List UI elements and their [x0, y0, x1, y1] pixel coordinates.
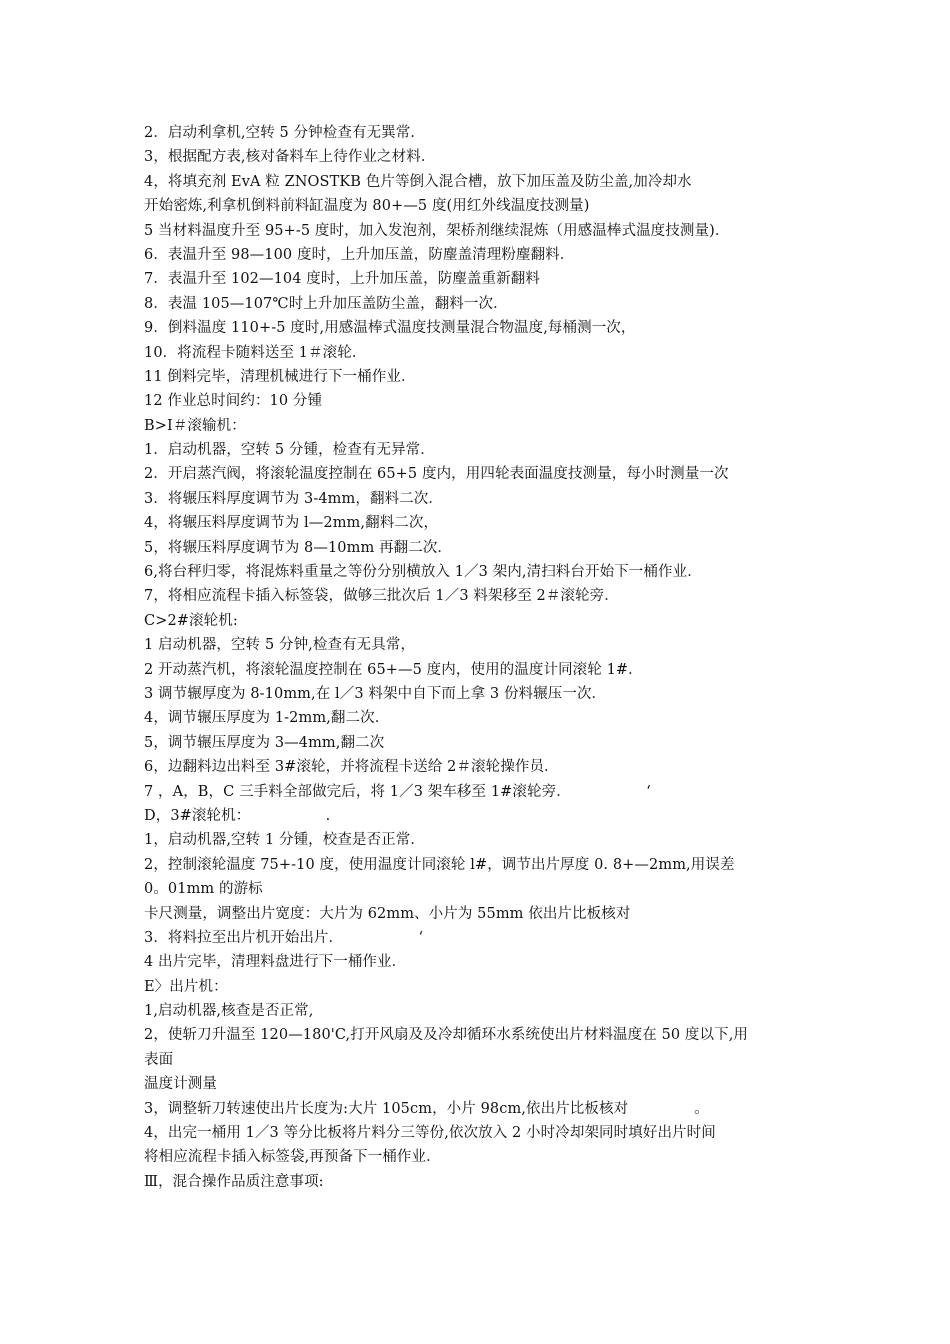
- section-heading: E〉出片机：: [144, 978, 228, 995]
- text-line: 3，调整斩刀转速使出片长度为:大片 105cm，小片 98cm,依出片比板核对 。: [144, 1100, 709, 1117]
- text-line: 8．表温 105—107℃时上升加压盖防尘盖，翻料一次．: [144, 295, 508, 312]
- text-line: 4，将辗压料厚度调节为 l—2mm,翻料二次，: [144, 515, 439, 532]
- text-line: 12 作业总时间约：10 分锺: [144, 393, 323, 410]
- document-body: [144, 121, 824, 1194]
- text-line: 2．启动利拿机,空转 5 分钟检查有无巽常．: [144, 125, 425, 141]
- text-line: 3．将辗压料厚度调节为 3-4mm，翻料二次．: [144, 490, 443, 507]
- text-line: 温度计测量: [144, 1076, 217, 1093]
- text-line: 6．表温升至 98—100 度时，上升加压盖，防麈盖清理粉麈翻料．: [144, 246, 575, 263]
- section-heading: B>I＃滚输机：: [144, 417, 246, 434]
- section-heading: C>2#滚轮机:: [144, 612, 238, 629]
- text-line: 9．倒料温度 110+-5 度时,用感温棒式温度技测量混合物温度,每桶测一次，: [144, 320, 636, 337]
- section-heading: Ⅲ，混合操作品质注意事项:: [144, 1173, 324, 1190]
- text-line: 3，根据配方表,核对备料车上待作业之材料．: [144, 149, 436, 166]
- text-line: 4，出完一桶用 1／3 等分比板将片料分三等份,依次放入 2 小时冷却架同时填好出片时间: [144, 1125, 716, 1142]
- text-line: 卡尺测量，调整出片宽度：大片为 62mm、小片为 55mm 依出片比板核对: [144, 905, 631, 922]
- text-line: 2 开动蒸汽机，将滚轮温度控制在 65+—5 度内，使用的温度计同滚轮 1#．: [144, 661, 643, 678]
- text-line: 5，将辗压料厚度调节为 8—10mm 再翻二次．: [144, 539, 453, 556]
- text-line: 4，调节辗压厚度为 1-2mm,翻二次．: [144, 710, 390, 727]
- text-line: 6，边翻料边出料至 3#滚轮，并将流程卡送给 2＃滚轮操作员．: [144, 759, 559, 776]
- text-line: 5，调节辗压厚度为 3—4mm,翻二次: [144, 734, 385, 751]
- text-line: 1,启动机器,核查是否正常,: [144, 1003, 314, 1020]
- text-line: 2，控制滚轮温度 75+-10 度，使用温度计同滚轮 l#，调节出片厚度 0. 8+—2mm,用误差: [144, 856, 735, 873]
- text-line: 0。01mm 的游标: [144, 881, 263, 898]
- text-line: 3 调节辗厚度为 8-10mm,在 l／3 料架中自下而上拿 3 份料辗压一次．: [144, 685, 607, 702]
- text-line: 4 出片完毕，清理料盘进行下一桶作业．: [144, 954, 407, 971]
- text-line: 7，将相应流程卡插入标签袋，做够三批次后 1／3 料架移至 2＃滚轮旁．: [144, 588, 619, 605]
- text-line: 3．将料拉至出片机开始出片． ‘: [144, 929, 424, 946]
- text-line: 6,将台秤归零，将混炼料重量之等份分别横放入 1／3 架内,清扫料台开始下一桶作业．: [144, 564, 702, 581]
- text-line: 11 倒料完毕，清理机械进行下一桶作业．: [144, 368, 416, 385]
- text-line: 4，将填充剂 EvA 粒 ZNOSTKB 色片等倒入混合槽，放下加压盖及防尘盖,加冷却水: [144, 173, 692, 190]
- text-line: 2．开启蒸汽阀，将滚轮温度控制在 65+5 度内，用四轮表面温度技测量，每小时测量一次: [144, 466, 729, 483]
- text-line: 将相应流程卡插入标签袋,再预备下一桶作业．: [144, 1149, 441, 1166]
- text-line: 7．表温升至 102—104 度时，上升加压盖，防麈盖重新翻料: [144, 271, 540, 288]
- text-line: 1，启动机器,空转 1 分锺，校查是否正常．: [144, 832, 425, 849]
- text-line: 7 ，A，B，C 三手料全部做完后，将 1／3 架车移至 1#滚轮旁． ‘: [144, 783, 651, 800]
- text-line: 表面: [144, 1051, 174, 1068]
- section-heading: D，3#滚轮机： .: [144, 807, 331, 824]
- text-line: 2，使斩刀升温至 120—180'C,打开风扇及及冷却循环水系统使出片材料温度在 50 度以下,用: [144, 1027, 749, 1044]
- text-line: 10．将流程卡随料送至 1＃滚轮．: [144, 344, 367, 361]
- text-line: 1．启动机器，空转 5 分锺，检查有无异常．: [144, 442, 435, 459]
- text-line: 1 启动机器，空转 5 分钟,检查有无具常，: [144, 637, 416, 654]
- text-line: 开始密炼,利拿机倒料前料缸温度为 80+—5 度(用红外线温度技测量): [144, 198, 590, 215]
- text-line: 5 当材料温度升至 95+-5 度时，加入发泡剂，架桥剂继续混炼（用感温棒式温度技测量)．: [144, 222, 730, 239]
